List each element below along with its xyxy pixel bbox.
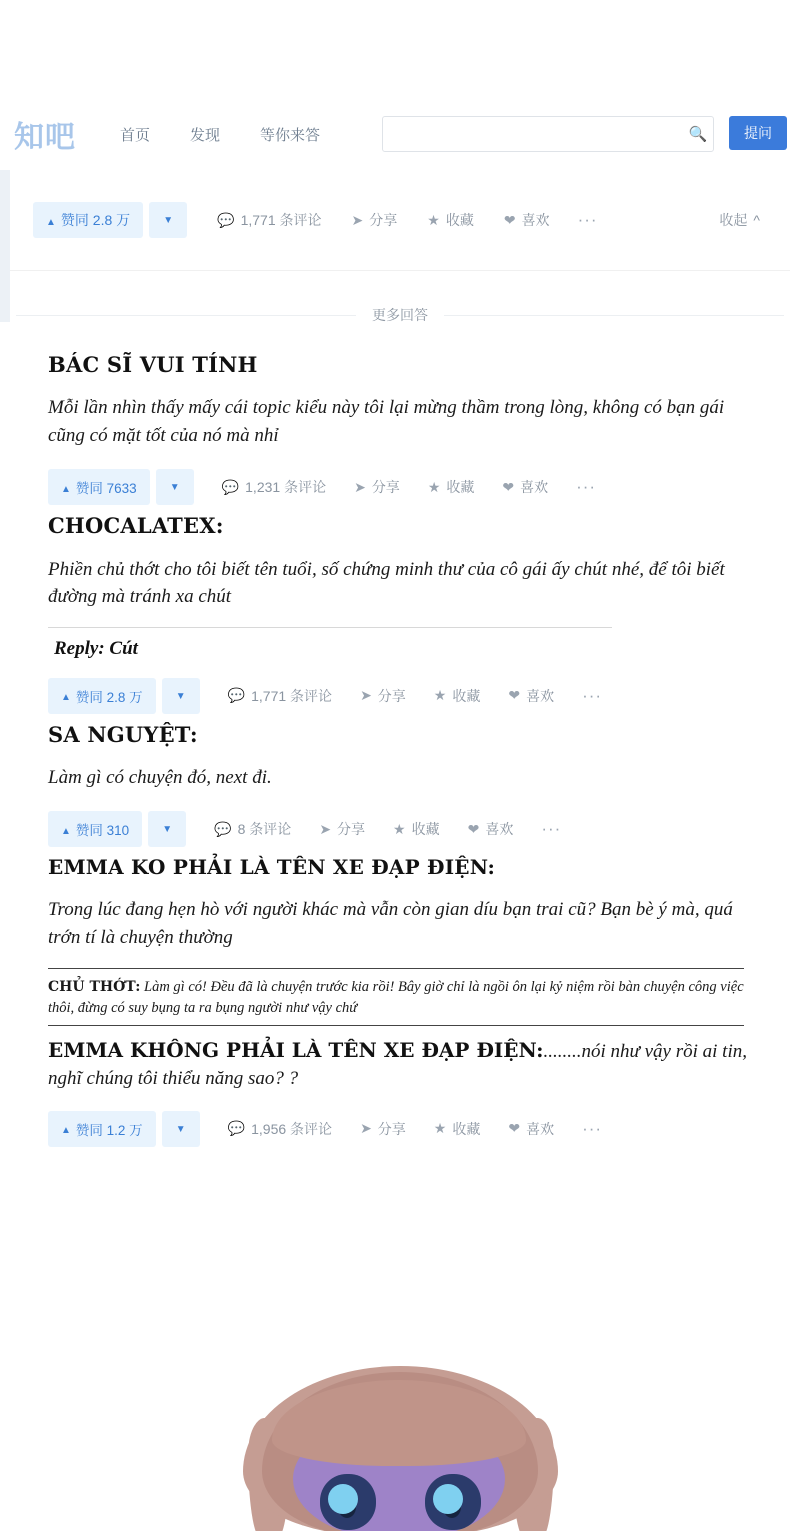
answer-actionbar (48, 1107, 752, 1151)
like-button[interactable] (468, 819, 514, 839)
answer-actionbar (48, 807, 752, 851)
collapse-button[interactable] (719, 210, 760, 230)
share-label: 分享 (371, 479, 400, 496)
like-label: 喜欢 (526, 687, 555, 704)
triangle-down-icon (163, 214, 173, 226)
downvote-button[interactable] (148, 811, 186, 847)
answer-author: EMMA KO PHẢI LÀ TÊN XE ĐẠP ĐIỆN: (48, 855, 496, 880)
downvote-button[interactable] (149, 202, 187, 238)
star-icon: ★ (427, 211, 440, 228)
triangle-down-icon (176, 690, 186, 702)
favorite-label: 收藏 (445, 212, 474, 228)
search-input[interactable] (383, 126, 683, 143)
comments-label: 8 条评论 (237, 821, 292, 838)
comments-label: 1,771 条评论 (251, 687, 333, 704)
upvote-button[interactable] (48, 469, 150, 505)
upvote-label: 赞同 1.2 万 (75, 1122, 143, 1138)
share-label: 分享 (337, 821, 366, 838)
vote-group[interactable] (48, 1111, 200, 1147)
triangle-down-icon (176, 1123, 186, 1135)
like-label: 喜欢 (521, 212, 550, 228)
answers-list (0, 352, 800, 1155)
quoted-comment (48, 968, 744, 1026)
nav-item-home[interactable]: 首页 (120, 126, 151, 144)
quote-text: Làm gì có! Đều đã là chuyện trước kia rồi! Bây giờ chỉ là ngồi ôn lại kỷ niệm rồi bàn chuyện công việc thôi, đừng có suy bụng ta ra bụng người như vậy chứ (48, 978, 744, 1016)
followup-comment (48, 1036, 752, 1093)
triangle-up-icon (61, 822, 71, 837)
comments-button[interactable] (222, 477, 326, 497)
answer-actionbar (48, 674, 752, 718)
share-button[interactable] (352, 210, 398, 230)
star-icon: ★ (393, 820, 406, 837)
comments-label: 1,231 条评论 (245, 479, 327, 496)
top-answer-actionbar (10, 170, 790, 271)
answer-body: Phiền chủ thớt cho tôi biết tên tuổi, số chứng minh thư của cô gái ấy chút nhé, để tôi biết đường mà tránh xa chút (48, 558, 725, 608)
site-logo[interactable]: 知吧 (14, 121, 76, 154)
heart-icon: ❤ (503, 211, 516, 228)
more-answers-divider (0, 296, 800, 334)
character-eye-right (425, 1474, 481, 1530)
vote-group[interactable] (48, 811, 186, 847)
heart-icon: ❤ (467, 820, 480, 837)
heart-icon: ❤ (508, 687, 521, 704)
favorite-button[interactable] (434, 686, 481, 706)
pupil (443, 1496, 461, 1518)
favorite-label: 收藏 (452, 1120, 481, 1137)
eye-highlight (332, 1488, 343, 1499)
upvote-label: 赞同 310 (75, 823, 130, 839)
answer-item (0, 855, 800, 1150)
nav-item-waiting-answer[interactable]: 等你来答 (260, 126, 321, 144)
ask-question-button[interactable]: 提问 (729, 116, 787, 150)
comments-button[interactable] (214, 819, 291, 839)
triangle-up-icon (61, 688, 71, 703)
comments-button[interactable] (228, 1119, 332, 1139)
share-icon: ➤ (354, 478, 366, 495)
nav-item-discover[interactable]: 发现 (190, 126, 221, 144)
more-options-button[interactable]: ··· (582, 1118, 603, 1138)
like-label: 喜欢 (520, 479, 549, 496)
upvote-label: 赞同 2.8 万 (60, 212, 131, 228)
answer-body: Mỗi lần nhìn thấy mấy cái topic kiểu này tôi lại mừng thầm trong lòng, không có bạn gái cũng có mặt tốt của nó mà nhỉ (48, 397, 725, 446)
manga-panel-image (0, 1358, 800, 1531)
answer-author: BÁC SĨ VUI TÍNH (48, 352, 258, 377)
search-icon[interactable]: 🔍 (688, 126, 708, 143)
answer-body: Làm gì có chuyện đó, next đi. (48, 766, 272, 788)
character-eye-left (320, 1474, 376, 1530)
more-options-button[interactable]: ··· (577, 210, 598, 229)
triangle-down-icon (162, 823, 172, 835)
comment-icon: 💬 (227, 687, 246, 704)
favorite-label: 收藏 (452, 687, 481, 704)
favorite-label: 收藏 (411, 821, 440, 838)
share-icon: ➤ (351, 211, 364, 228)
share-button[interactable] (354, 477, 400, 497)
share-icon: ➤ (360, 687, 372, 704)
share-label: 分享 (369, 212, 398, 228)
comments-label: 1,956 条评论 (251, 1120, 333, 1137)
main-nav (120, 124, 320, 145)
collapse-label: 收起 (719, 212, 748, 228)
pupil (338, 1496, 356, 1518)
more-options-button[interactable]: ··· (541, 819, 562, 839)
upvote-label: 赞同 7633 (75, 481, 137, 497)
comments-label: 1,771 条评论 (240, 212, 322, 228)
upvote-button[interactable] (48, 1111, 156, 1147)
vote-group[interactable] (48, 678, 200, 714)
comments-button[interactable] (228, 686, 332, 706)
divider-line-left (16, 315, 356, 316)
downvote-button[interactable] (162, 678, 200, 714)
like-label: 喜欢 (526, 1120, 555, 1137)
favorite-button[interactable] (434, 1119, 481, 1139)
upvote-button[interactable] (33, 202, 143, 238)
vote-group[interactable] (48, 469, 194, 505)
like-button[interactable] (508, 1119, 554, 1139)
star-icon: ★ (433, 687, 447, 704)
favorite-label: 收藏 (446, 479, 475, 496)
reply-text: Reply: Cút (54, 637, 138, 659)
share-button[interactable] (319, 819, 365, 839)
share-button[interactable] (360, 1119, 406, 1139)
star-icon: ★ (433, 1120, 447, 1137)
star-icon: ★ (427, 478, 441, 495)
answer-item (0, 513, 800, 717)
answer-author: CHOCALATEX: (48, 513, 224, 539)
downvote-button[interactable] (156, 469, 194, 505)
answer-item (0, 722, 800, 852)
share-label: 分享 (377, 687, 406, 704)
upvote-button[interactable] (48, 811, 142, 847)
like-button[interactable] (508, 686, 554, 706)
like-label: 喜欢 (485, 821, 514, 838)
search-box[interactable] (382, 116, 714, 152)
answer-item (0, 352, 800, 509)
more-options-button[interactable]: ··· (576, 477, 597, 497)
triangle-down-icon (170, 481, 180, 493)
comment-icon: 💬 (227, 1120, 246, 1137)
vote-group[interactable] (33, 202, 187, 238)
favorite-button[interactable] (428, 477, 475, 497)
triangle-up-icon (61, 1121, 71, 1136)
favorite-button[interactable] (393, 819, 440, 839)
comment-icon: 💬 (214, 820, 232, 837)
like-button[interactable] (504, 210, 550, 230)
like-button[interactable] (502, 477, 548, 497)
share-icon: ➤ (360, 1120, 372, 1137)
favorite-button[interactable] (427, 210, 474, 230)
triangle-up-icon (61, 480, 71, 495)
downvote-button[interactable] (162, 1111, 200, 1147)
share-button[interactable] (360, 686, 406, 706)
heart-icon: ❤ (508, 1120, 521, 1137)
triangle-up-icon (46, 212, 56, 228)
upvote-button[interactable] (48, 678, 156, 714)
upvote-label: 赞同 2.8 万 (75, 689, 143, 705)
eye-highlight (437, 1488, 448, 1499)
divider-line-right (444, 315, 784, 316)
comment-icon: 💬 (217, 211, 235, 228)
share-label: 分享 (377, 1120, 406, 1137)
answer-actionbar (48, 465, 752, 509)
chevron-up-icon: ^ (753, 212, 760, 228)
answer-author: SA NGUYỆT: (48, 721, 198, 747)
more-options-button[interactable]: ··· (582, 685, 603, 705)
comment-icon: 💬 (221, 478, 240, 495)
followup-author: EMMA KHÔNG PHẢI LÀ TÊN XE ĐẠP ĐIỆN: (48, 1037, 544, 1062)
answer-body: Trong lúc đang hẹn hò với người khác mà vẫn còn gian díu bạn trai cũ? Bạn bè ý mà, quá trớn tí là chuyện thường (48, 899, 733, 949)
comments-button[interactable] (217, 210, 321, 230)
share-icon: ➤ (319, 820, 332, 837)
quote-author: CHỦ THỚT: (48, 978, 141, 995)
reply-block (48, 627, 612, 660)
more-answers-label: 更多回答 (372, 307, 428, 323)
heart-icon: ❤ (502, 478, 515, 495)
followup-text: ........nói như vậy rồi ai tin, nghĩ chúng tôi thiểu năng sao? ? (48, 1040, 747, 1090)
